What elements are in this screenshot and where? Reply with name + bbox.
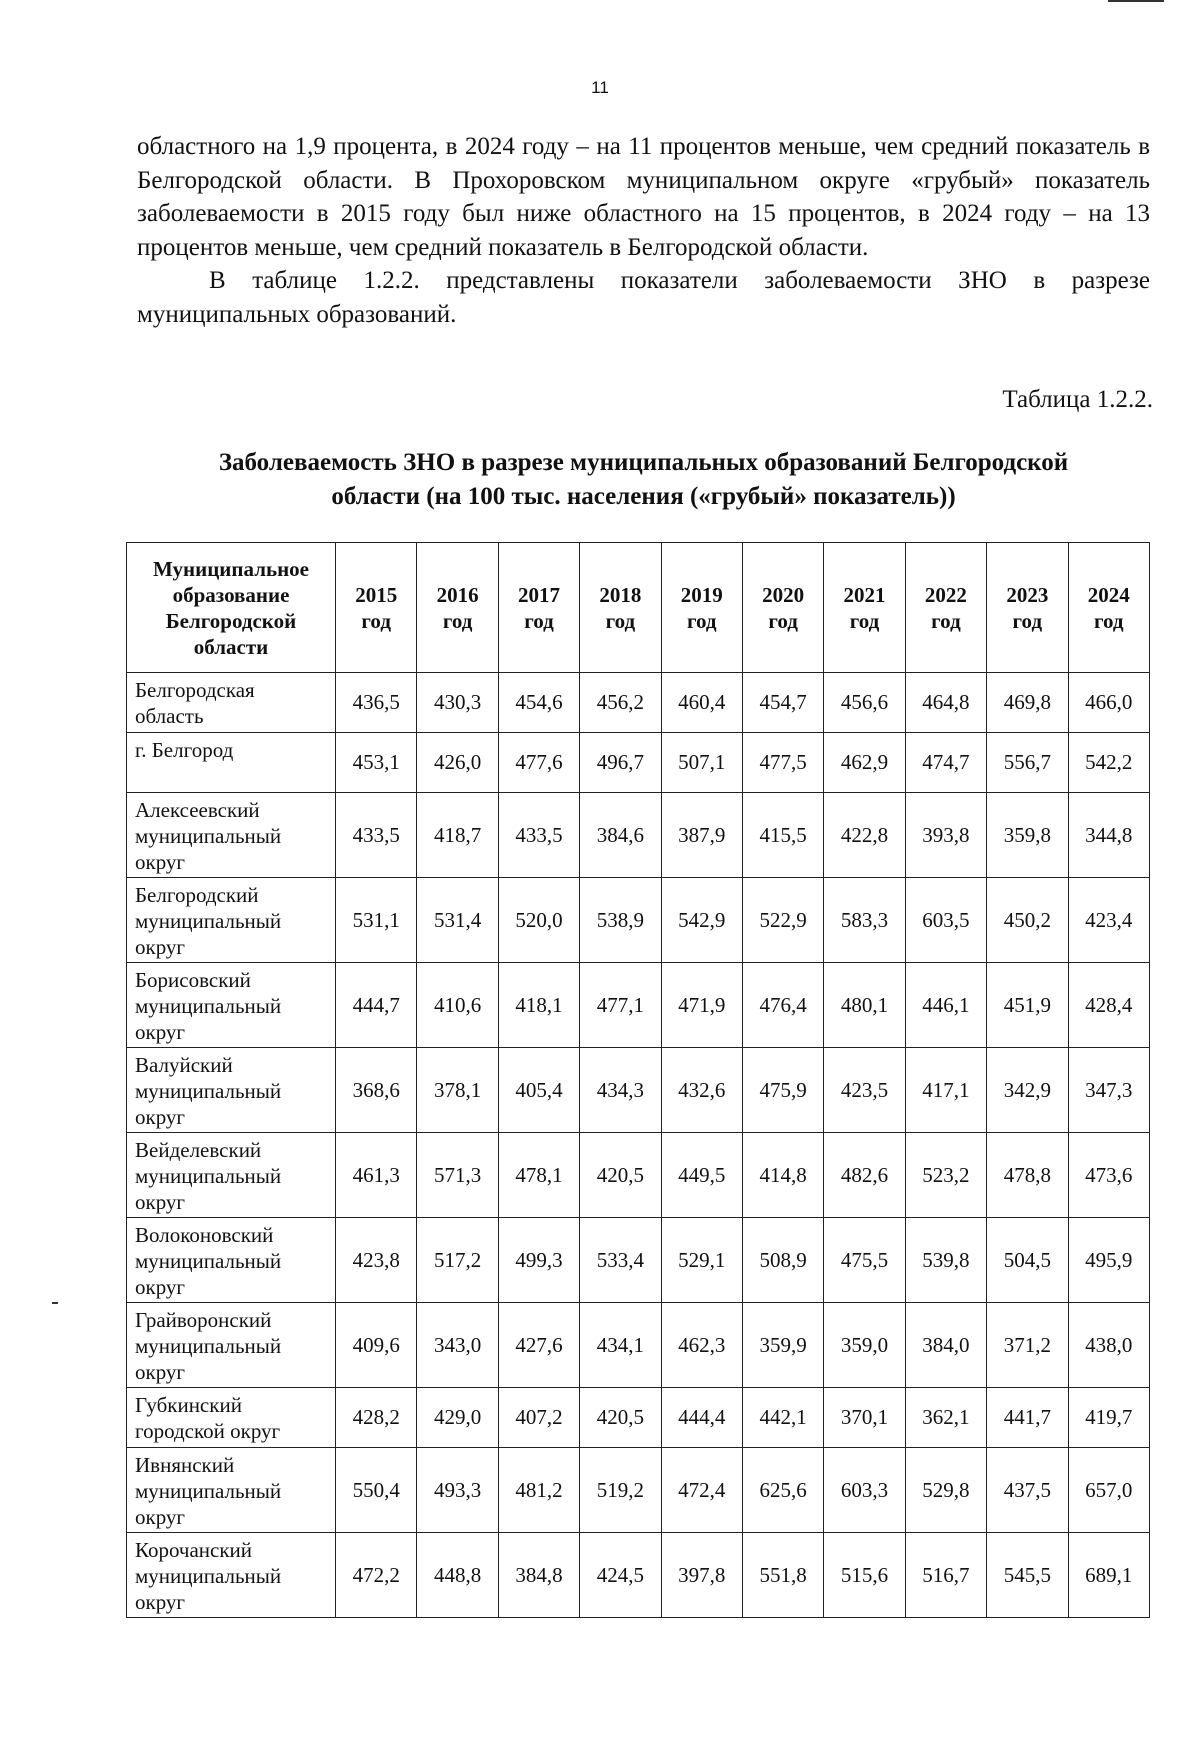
value-cell: 423,4 [1068,878,1149,963]
table-row [127,878,1150,963]
value-cell: 429,0 [417,1388,498,1448]
value-cell: 480,1 [824,963,905,1048]
value-cell: 387,9 [661,793,742,878]
year-column-header: 2019 год [661,543,742,673]
value-cell: 523,2 [905,1133,986,1218]
value-cell: 516,7 [905,1533,986,1618]
value-cell: 515,6 [824,1533,905,1618]
value-cell: 434,3 [580,1048,661,1133]
value-cell: 475,5 [824,1218,905,1303]
value-cell: 420,5 [580,1133,661,1218]
value-cell: 466,0 [1068,673,1149,733]
value-cell: 453,1 [336,733,417,793]
value-cell: 472,4 [661,1448,742,1533]
value-cell: 434,1 [580,1303,661,1388]
value-cell: 583,3 [824,878,905,963]
municipality-name-cell: Ивнянский муниципальный округ [127,1448,336,1533]
table-row [127,1048,1150,1133]
value-cell: 418,1 [498,963,579,1048]
value-cell: 368,6 [336,1048,417,1133]
value-cell: 433,5 [336,793,417,878]
value-cell: 542,9 [661,878,742,963]
value-cell: 496,7 [580,733,661,793]
table-row [127,673,1150,733]
value-cell: 478,8 [987,1133,1068,1218]
value-cell: 520,0 [498,878,579,963]
value-cell: 476,4 [742,963,823,1048]
value-cell: 529,8 [905,1448,986,1533]
table-row [127,963,1150,1048]
value-cell: 542,2 [1068,733,1149,793]
value-cell: 539,8 [905,1218,986,1303]
value-cell: 342,9 [987,1048,1068,1133]
value-cell: 477,1 [580,963,661,1048]
municipality-column-header: Муниципальное образование Белгородской области [127,543,336,673]
value-cell: 508,9 [742,1218,823,1303]
municipality-name-cell: Валуйский муниципальный округ [127,1048,336,1133]
value-cell: 410,6 [417,963,498,1048]
value-cell: 437,5 [987,1448,1068,1533]
value-cell: 448,8 [417,1533,498,1618]
value-cell: 657,0 [1068,1448,1149,1533]
value-cell: 433,5 [498,793,579,878]
value-cell: 522,9 [742,878,823,963]
table-title-line-1: Заболеваемость ЗНО в разрезе муниципальных образований Белгородской [218,449,1069,476]
table-row [127,1388,1150,1448]
paragraph-2: В таблице 1.2.2. представлены показатели заболеваемости ЗНО в разрезе муниципальных образований. [137,267,1150,328]
table-row [127,733,1150,793]
value-cell: 409,6 [336,1303,417,1388]
value-cell: 507,1 [661,733,742,793]
table-label: Таблица 1.2.2. [1002,386,1153,413]
value-cell: 531,4 [417,878,498,963]
value-cell: 397,8 [661,1533,742,1618]
value-cell: 370,1 [824,1388,905,1448]
value-cell: 415,5 [742,793,823,878]
value-cell: 531,1 [336,878,417,963]
table-row [127,1303,1150,1388]
value-cell: 359,0 [824,1303,905,1388]
value-cell: 474,7 [905,733,986,793]
value-cell: 359,9 [742,1303,823,1388]
value-cell: 533,4 [580,1218,661,1303]
value-cell: 420,5 [580,1388,661,1448]
table-row [127,1533,1150,1618]
municipality-name-cell: Белгородская область [127,673,336,733]
value-cell: 384,6 [580,793,661,878]
value-cell: 454,7 [742,673,823,733]
value-cell: 444,4 [661,1388,742,1448]
value-cell: 482,6 [824,1133,905,1218]
value-cell: 449,5 [661,1133,742,1218]
value-cell: 343,0 [417,1303,498,1388]
value-cell: 477,5 [742,733,823,793]
municipality-name-cell: Волоконовский муниципальный округ [127,1218,336,1303]
value-cell: 504,5 [987,1218,1068,1303]
value-cell: 426,0 [417,733,498,793]
value-cell: 499,3 [498,1218,579,1303]
value-cell: 551,8 [742,1533,823,1618]
value-cell: 378,1 [417,1048,498,1133]
municipality-name-cell: Борисовский муниципальный округ [127,963,336,1048]
year-column-header: 2018 год [580,543,661,673]
municipality-name-cell: Белгородский муниципальный округ [127,878,336,963]
value-cell: 418,7 [417,793,498,878]
value-cell: 347,3 [1068,1048,1149,1133]
year-column-header: 2016 год [417,543,498,673]
value-cell: 456,2 [580,673,661,733]
value-cell: 442,1 [742,1388,823,1448]
value-cell: 556,7 [987,733,1068,793]
value-cell: 478,1 [498,1133,579,1218]
year-column-header: 2017 год [498,543,579,673]
year-column-header: 2024 год [1068,543,1149,673]
municipality-name-cell: Алексеевский муниципальный округ [127,793,336,878]
value-cell: 571,3 [417,1133,498,1218]
year-column-header: 2023 год [987,543,1068,673]
value-cell: 464,8 [905,673,986,733]
value-cell: 419,7 [1068,1388,1149,1448]
value-cell: 550,4 [336,1448,417,1533]
value-cell: 446,1 [905,963,986,1048]
value-cell: 407,2 [498,1388,579,1448]
table-row [127,1218,1150,1303]
paragraph-1: областного на 1,9 процента, в 2024 году – на 11 процентов меньше, чем средний показатель в Белгородской области. В Прохоровском муниципальном округе «грубый» показатель заболеваемости в 2015 году был ниже областного на 15 процентов, в 2024 году – на 13 процентов меньше, чем средний показатель в Белгородской области. [137,133,1150,261]
value-cell: 519,2 [580,1448,661,1533]
year-column-header: 2015 год [336,543,417,673]
value-cell: 432,6 [661,1048,742,1133]
value-cell: 469,8 [987,673,1068,733]
value-cell: 441,7 [987,1388,1068,1448]
value-cell: 422,8 [824,793,905,878]
value-cell: 462,3 [661,1303,742,1388]
value-cell: 493,3 [417,1448,498,1533]
value-cell: 428,4 [1068,963,1149,1048]
value-cell: 517,2 [417,1218,498,1303]
municipality-name-cell: Губкинский городской округ [127,1388,336,1448]
value-cell: 462,9 [824,733,905,793]
value-cell: 414,8 [742,1133,823,1218]
value-cell: 538,9 [580,878,661,963]
year-column-header: 2021 год [824,543,905,673]
value-cell: 450,2 [987,878,1068,963]
value-cell: 475,9 [742,1048,823,1133]
municipality-name-cell: Вейделевский муниципальный округ [127,1133,336,1218]
value-cell: 461,3 [336,1133,417,1218]
value-cell: 625,6 [742,1448,823,1533]
value-cell: 423,8 [336,1218,417,1303]
value-cell: 362,1 [905,1388,986,1448]
value-cell: 405,4 [498,1048,579,1133]
table-row [127,1133,1150,1218]
value-cell: 603,5 [905,878,986,963]
value-cell: 384,8 [498,1533,579,1618]
body-text [137,130,1150,331]
edge-mark [1108,0,1164,2]
value-cell: 444,7 [336,963,417,1048]
value-cell: 456,6 [824,673,905,733]
municipality-name-cell: г. Белгород [127,733,336,793]
table-title [137,446,1150,514]
value-cell: 472,2 [336,1533,417,1618]
value-cell: 423,5 [824,1048,905,1133]
value-cell: 424,5 [580,1533,661,1618]
table-row [127,1448,1150,1533]
value-cell: 603,3 [824,1448,905,1533]
table-body [127,673,1150,1618]
value-cell: 529,1 [661,1218,742,1303]
page-number: 11 [591,78,609,97]
table-header-row [127,543,1150,673]
year-column-header: 2022 год [905,543,986,673]
value-cell: 451,9 [987,963,1068,1048]
value-cell: 359,8 [987,793,1068,878]
margin-mark [52,1302,58,1304]
value-cell: 344,8 [1068,793,1149,878]
year-column-header: 2020 год [742,543,823,673]
value-cell: 495,9 [1068,1218,1149,1303]
value-cell: 428,2 [336,1388,417,1448]
value-cell: 393,8 [905,793,986,878]
value-cell: 371,2 [987,1303,1068,1388]
municipality-name-cell: Грайворонский муниципальный округ [127,1303,336,1388]
table-title-line-2: области (на 100 тыс. населения («грубый» показатель)) [331,483,956,510]
value-cell: 438,0 [1068,1303,1149,1388]
municipality-name-cell: Корочанский муниципальный округ [127,1533,336,1618]
value-cell: 471,9 [661,963,742,1048]
value-cell: 481,2 [498,1448,579,1533]
incidence-table [126,542,1150,1618]
value-cell: 473,6 [1068,1133,1149,1218]
value-cell: 460,4 [661,673,742,733]
table-row [127,793,1150,878]
value-cell: 427,6 [498,1303,579,1388]
value-cell: 436,5 [336,673,417,733]
value-cell: 417,1 [905,1048,986,1133]
value-cell: 545,5 [987,1533,1068,1618]
value-cell: 430,3 [417,673,498,733]
value-cell: 454,6 [498,673,579,733]
value-cell: 477,6 [498,733,579,793]
value-cell: 689,1 [1068,1533,1149,1618]
value-cell: 384,0 [905,1303,986,1388]
